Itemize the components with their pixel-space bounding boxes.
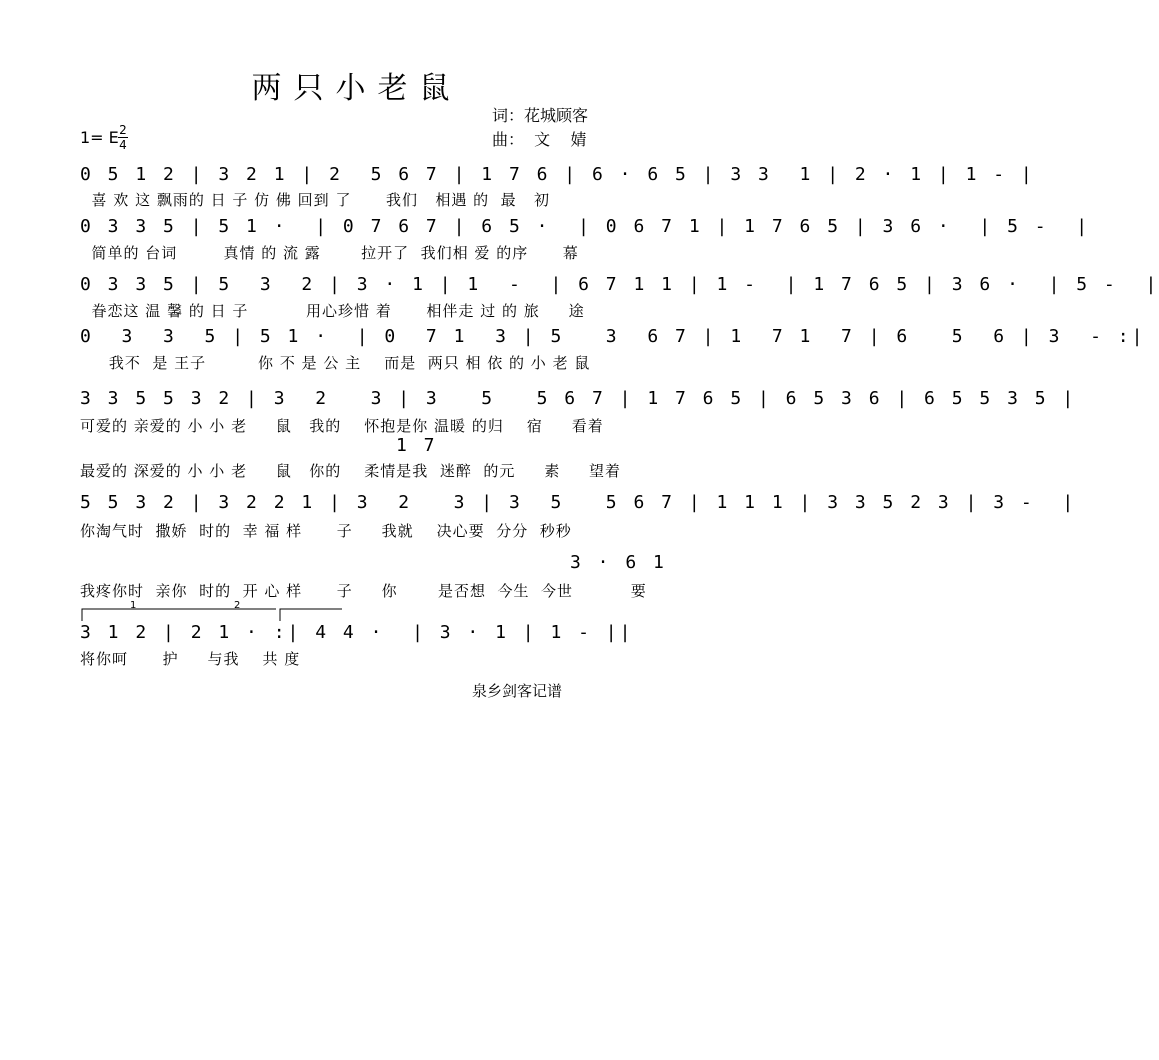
lyric-line: 将你呵 护 与我 共 度: [80, 650, 301, 668]
key-signature: 1= E: [80, 128, 119, 147]
transcriber-signature: 泉乡剑客记谱: [472, 682, 563, 700]
notation-row: 0 3 3 5 | 5 3 2 | 3 · 1 | 1 - | 6 7 1 1 | 1 - | 1 7 6 5 | 3 6 · | 5 - |: [80, 274, 1159, 295]
notation-row: 0 3 3 5 | 5 1 · | 0 7 6 7 | 6 5 · | 0 6 7 1 | 1 7 6 5 | 3 6 · | 5 - |: [80, 216, 1091, 237]
time-signature: [118, 124, 128, 151]
lyric-line: 喜 欢 这 飘雨的 日 子 仿 佛 回到 了 我们 相遇 的 最 初: [80, 191, 550, 209]
lyric-line: 眷恋这 温 馨 的 日 子 用心珍惜 着 相伴走 过 的 旅 途: [80, 302, 585, 320]
alternate-notes: 3 · 6 1: [570, 552, 667, 573]
notation-row: 0 3 3 5 | 5 1 · | 0 7 1 3 | 5 3 6 7 | 1 7 1 7 | 6 5 6 | 3 - :|: [80, 326, 1146, 347]
alternate-notes: 1 7: [396, 435, 438, 456]
lyric-line: 可爱的 亲爱的 小 小 老 鼠 我的 怀抱是你 温暖 的归 宿 看着: [80, 417, 604, 435]
volta-1-label: 1: [130, 600, 137, 611]
notation-row: 5 5 3 2 | 3 2 2 1 | 3 2 3 | 3 5 5 6 7 | 1 1 1 | 3 3 5 2 3 | 3 - |: [80, 492, 1077, 513]
song-title: 两只小老鼠: [251, 71, 462, 106]
lyric-line: 我疼你时 亲你 时的 开 心 样 子 你 是否想 今生 今世 要: [80, 582, 647, 600]
time-signature-bottom: 4: [119, 138, 127, 152]
time-signature-top: 2: [119, 123, 127, 137]
lyricist-credit: 词：花城顾客: [492, 106, 589, 125]
composer-credit: 曲： 文 婧: [492, 130, 587, 149]
lyric-line: 我不 是 王子 你 不 是 公 主 而是 两只 相 依 的 小 老 鼠: [80, 354, 591, 372]
notation-row: 3 1 2 | 2 1 · :| 4 4 · | 3 · 1 | 1 - ||: [80, 622, 634, 643]
volta-2-label: 2: [234, 600, 241, 611]
notation-row: 0 5 1 2 | 3 2 1 | 2 5 6 7 | 1 7 6 | 6 · 6 5 | 3 3 1 | 2 · 1 | 1 - |: [80, 164, 1035, 185]
lyric-line: 简单的 台词 真情 的 流 露 拉开了 我们相 爱 的序 幕: [80, 244, 579, 262]
lyric-line: 最爱的 深爱的 小 小 老 鼠 你的 柔情是我 迷醉 的元 素 望着: [80, 462, 622, 480]
notation-row: 3 3 5 5 3 2 | 3 2 3 | 3 5 5 6 7 | 1 7 6 5 | 6 5 3 6 | 6 5 5 3 5 |: [80, 388, 1077, 409]
lyric-line: 你淘气时 撒娇 时的 幸 福 样 子 我就 决心要 分分 秒秒: [80, 522, 572, 540]
